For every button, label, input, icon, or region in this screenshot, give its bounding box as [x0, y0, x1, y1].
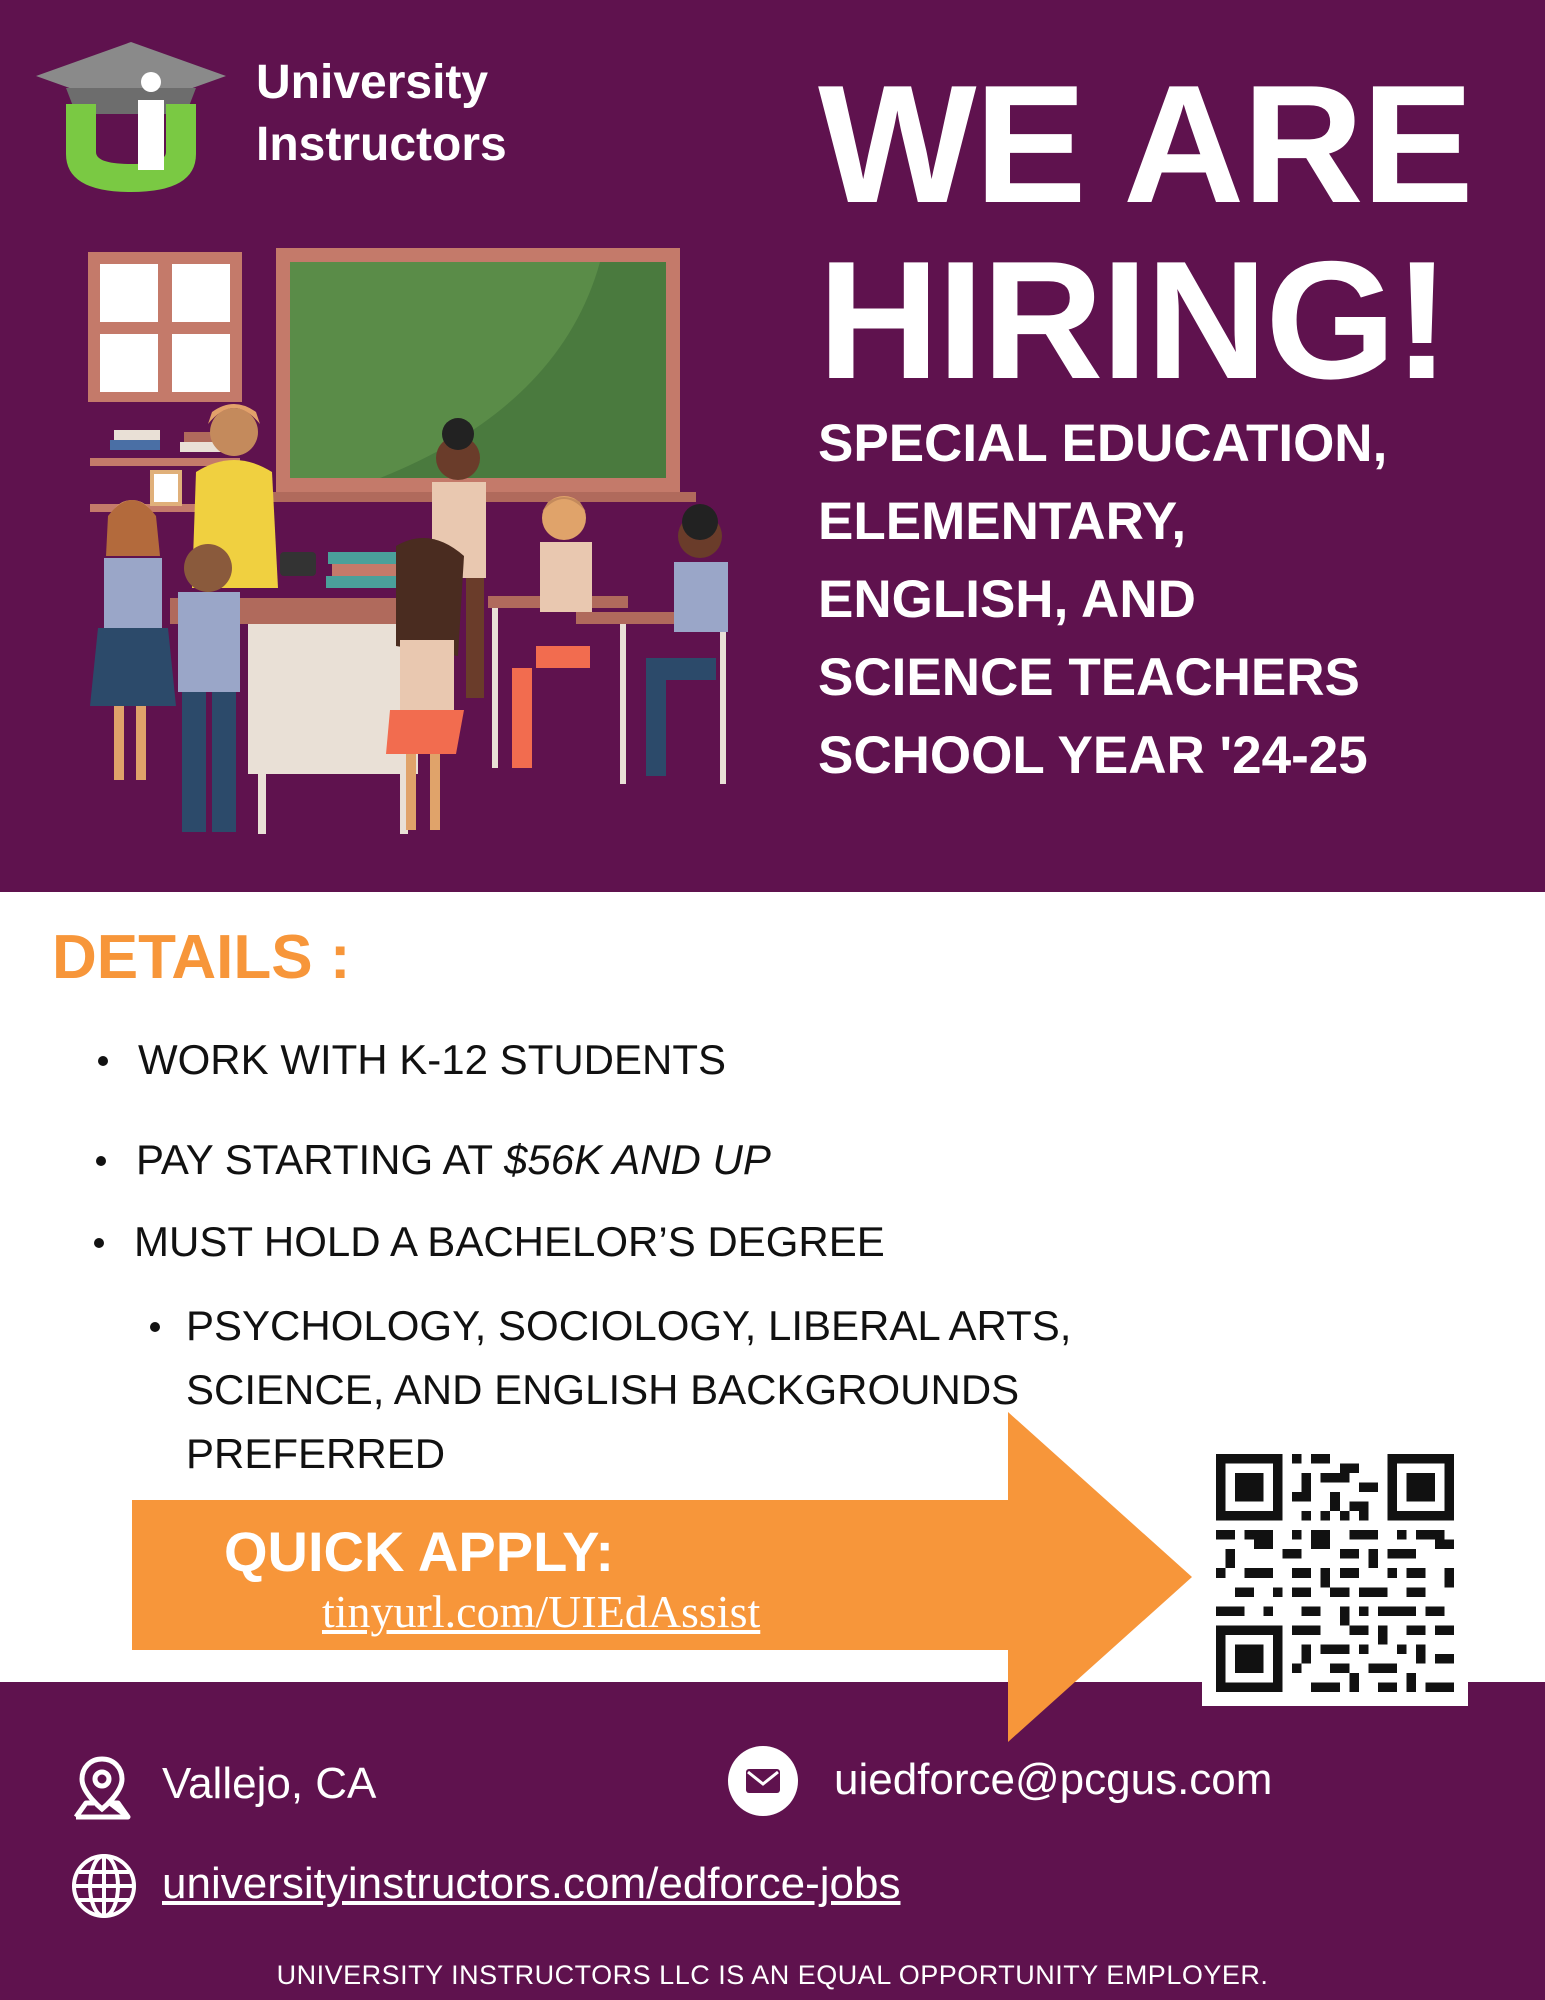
detail-item-degree: MUST HOLD A BACHELOR’S DEGREE	[134, 1216, 885, 1268]
quick-apply-link[interactable]: tinyurl.com/UIEdAssist	[322, 1586, 761, 1637]
headline-line-1: WE ARE	[818, 50, 1472, 238]
quick-apply-label: QUICK APPLY:	[224, 1520, 614, 1583]
globe-icon	[70, 1852, 138, 1920]
brand-name	[256, 52, 507, 176]
qr-code[interactable]	[1202, 1440, 1468, 1706]
hiring-headline	[818, 50, 1472, 414]
location-text: Vallejo, CA	[162, 1759, 377, 1808]
role-line: SCIENCE TEACHERS	[818, 648, 1360, 707]
detail-item-pay	[136, 1134, 771, 1186]
role-line: SPECIAL EDUCATION,	[818, 414, 1388, 473]
detail-item-students: WORK WITH K-12 STUDENTS	[138, 1034, 726, 1086]
role-line: ELEMENTARY,	[818, 492, 1187, 551]
role-line: SCHOOL YEAR '24-25	[818, 726, 1368, 785]
qr-code-pattern	[1216, 1454, 1454, 1692]
university-instructors-logo	[26, 34, 236, 199]
pay-amount: $56K AND UP	[504, 1136, 771, 1183]
brand-line-1: University	[256, 56, 489, 109]
location-pin-icon	[72, 1755, 132, 1821]
equal-opportunity-footer: UNIVERSITY INSTRUCTORS LLC IS AN EQUAL OPPORTUNITY EMPLOYER.	[276, 1960, 1269, 1990]
sub-line: PREFERRED	[186, 1430, 446, 1477]
brand-line-2: Instructors	[256, 118, 507, 171]
sub-line: SCIENCE, AND ENGLISH BACKGROUNDS	[186, 1366, 1020, 1413]
email-link[interactable]: uiedforce@pcgus.com	[834, 1755, 1273, 1804]
sub-line: PSYCHOLOGY, SOCIOLOGY, LIBERAL ARTS,	[186, 1302, 1072, 1349]
details-heading: DETAILS :	[52, 923, 351, 992]
website-link[interactable]: universityinstructors.com/edforce-jobs	[162, 1859, 901, 1908]
classroom-illustration	[80, 236, 760, 852]
headline-line-2: HIRING!	[818, 226, 1448, 414]
pay-prefix: PAY STARTING AT	[136, 1136, 504, 1183]
mail-icon	[728, 1746, 798, 1816]
role-line: ENGLISH, AND	[818, 570, 1196, 629]
roles-list	[818, 405, 1387, 795]
